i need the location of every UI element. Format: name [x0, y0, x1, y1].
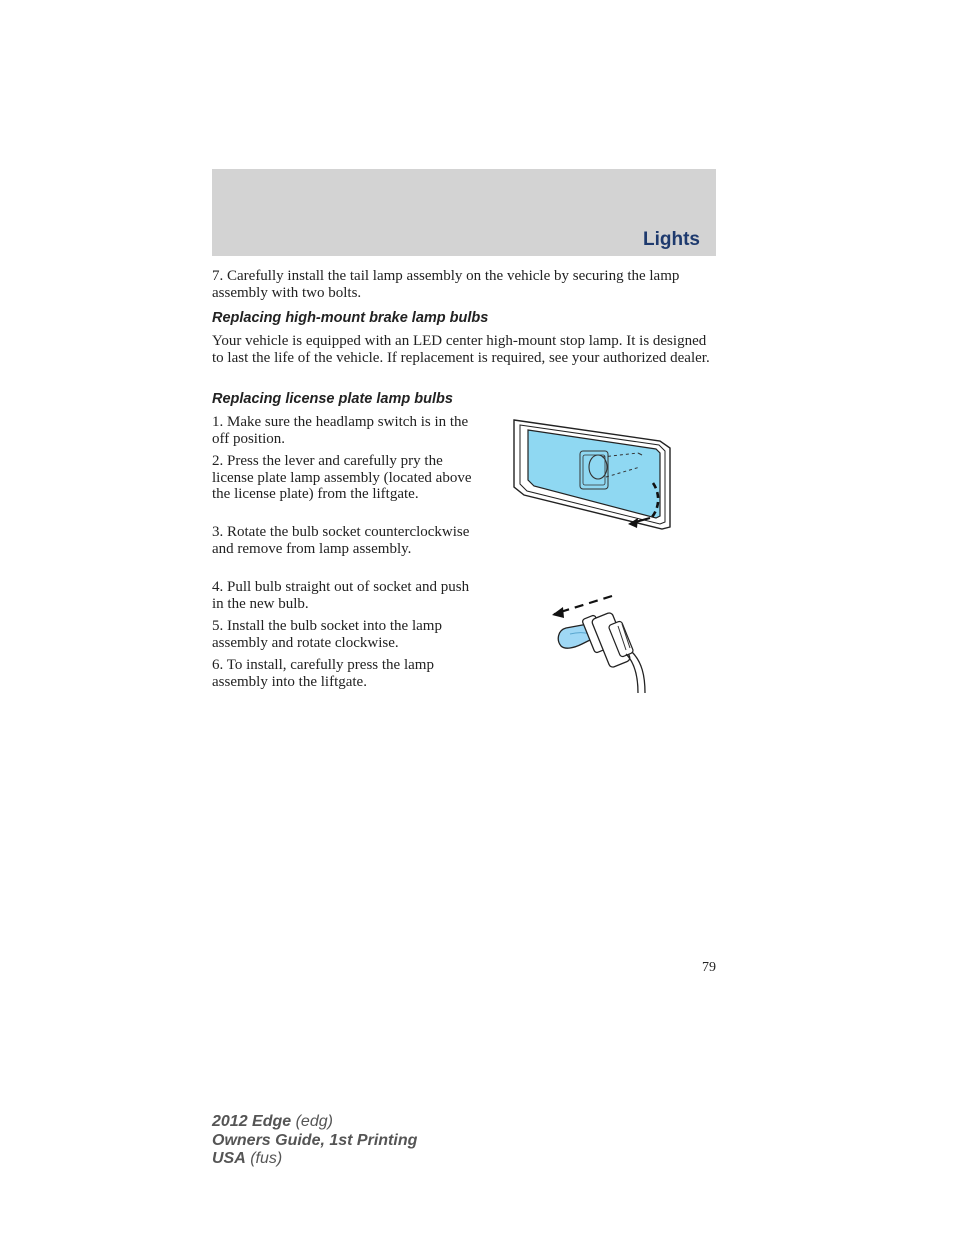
footer-model-code: (edg)	[291, 1113, 333, 1130]
license-plate-lamp-assembly-icon	[510, 415, 676, 533]
license-step-6: 6. To install, carefully press the lamp assembly into the liftgate.	[212, 657, 434, 690]
heading-high-mount-brake-lamp: Replacing high-mount brake lamp bulbs	[212, 310, 489, 326]
footer-line-3	[212, 1150, 417, 1169]
license-step-1: 1. Make sure the headlamp switch is in the off position.	[212, 414, 469, 447]
footer-market-code: (fus)	[245, 1150, 283, 1167]
license-step-5: 5. Install the bulb socket into the lamp assembly and rotate clockwise.	[212, 618, 442, 651]
footer-line-2	[212, 1132, 417, 1151]
license-step-4: 4. Pull bulb straight out of socket and push in the new bulb.	[212, 579, 470, 612]
footer-edition-info	[212, 1113, 417, 1169]
footer-market: USA	[212, 1150, 246, 1167]
page-number: 79	[702, 960, 716, 975]
bulb-socket-removal-icon	[548, 590, 652, 694]
section-header-band	[212, 169, 716, 256]
step-7-text: 7. Carefully install the tail lamp assembly on the vehicle by securing the lamp assembly with two bolts.	[212, 268, 680, 301]
footer-model: 2012 Edge	[212, 1113, 292, 1130]
footer-printing: Owners Guide, 1st Printing	[212, 1131, 418, 1149]
license-step-2: 2. Press the lever and carefully pry the license plate lamp assembly (located above the license plate) from the liftgate.	[212, 453, 472, 502]
license-step-3: 3. Rotate the bulb socket counterclockwise and remove from lamp assembly.	[212, 524, 470, 557]
heading-license-plate-lamp: Replacing license plate lamp bulbs	[212, 391, 453, 407]
footer-line-1	[212, 1113, 417, 1132]
high-mount-brake-lamp-body: Your vehicle is equipped with an LED center high-mount stop lamp. It is designed to last the life of the vehicle. If replacement is required, see your authorized dealer.	[212, 333, 710, 366]
section-title: Lights	[643, 229, 700, 250]
